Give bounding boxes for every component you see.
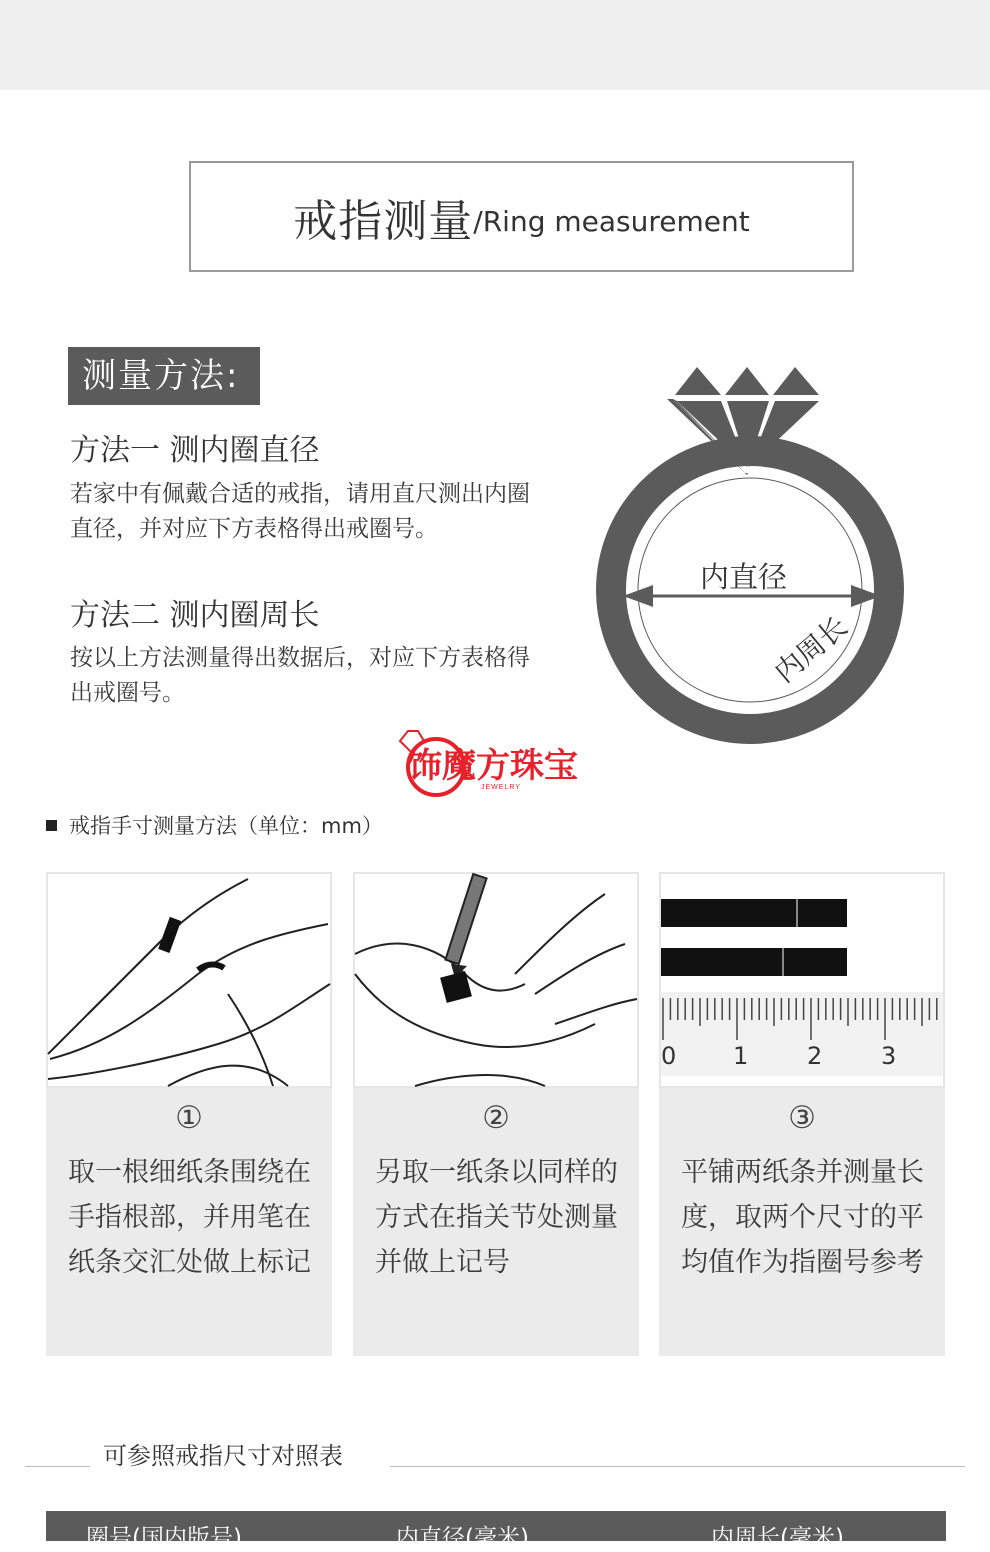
method-1-heading: 方法一 测内圈直径 [70,433,320,468]
size-chart-title: 可参照戒指尺寸对照表 [103,1442,343,1470]
strips-ruler-icon [661,874,943,1086]
method-tag: 测量方法: [68,347,260,405]
step-card-3 [659,872,945,1356]
brand-logo [396,727,601,797]
diameter-label: 内直径 [700,560,788,594]
step-3-illustration [659,872,945,1088]
divider-left [25,1466,90,1467]
step-2-text: 另取一纸条以同样的方式在指关节处测量并做上记号 [375,1157,618,1278]
section-title-cn: 戒指测量 [293,195,474,247]
hand-paper-strip-icon [48,874,330,1086]
table-header-circumference: 内周长(毫米) [711,1525,844,1551]
step-1-illustration [46,872,332,1088]
step-1-number: ① [175,1100,203,1136]
step-2-illustration [353,872,639,1088]
divider-right [390,1466,965,1467]
logo-emblem-icon [396,727,601,797]
measure-subheading [46,810,383,840]
section-title-box [189,161,854,272]
top-banner-band [0,0,990,90]
section-title-en: /Ring measurement [473,205,750,238]
circumference-label: 内周长 [768,609,854,690]
method-2-body: 按以上方法测量得出数据后，对应下方表格得出戒圈号。 [70,645,530,706]
step-card-1 [46,872,332,1356]
ruler-number-2: 2 [807,1042,823,1070]
method-1-body: 若家中有佩戴合适的戒指，请用直尺测出内圈直径，并对应下方表格得出戒圈号。 [70,481,530,542]
logo-subtext: JEWELRY [481,784,521,791]
size-chart-title-row [25,1432,965,1472]
table-header-size: 圈号(国内版号) [86,1525,242,1551]
step-1-text: 取一根细纸条围绕在手指根部，并用笔在纸条交汇处做上标记 [68,1157,311,1278]
ruler-number-3: 3 [881,1042,897,1070]
step-card-2 [353,872,639,1356]
hand-pen-mark-icon [355,874,637,1086]
bullet-square-icon [46,820,57,831]
step-3-number: ③ [788,1100,816,1136]
method-2-heading: 方法二 测内圈周长 [70,598,320,633]
step-3-text: 平铺两纸条并测量长度，取两个尺寸的平均值作为指圈号参考 [681,1157,924,1278]
ruler-number-0: 0 [661,1042,677,1070]
size-table-header [46,1511,946,1551]
measure-subheading-text: 戒指手寸测量方法（单位：mm） [69,814,383,838]
ruler-number-1: 1 [733,1042,749,1070]
logo-text: 饰魔方珠宝 [408,747,578,785]
table-header-diameter: 内直径(毫米) [396,1525,529,1551]
step-2-number: ② [482,1100,510,1136]
